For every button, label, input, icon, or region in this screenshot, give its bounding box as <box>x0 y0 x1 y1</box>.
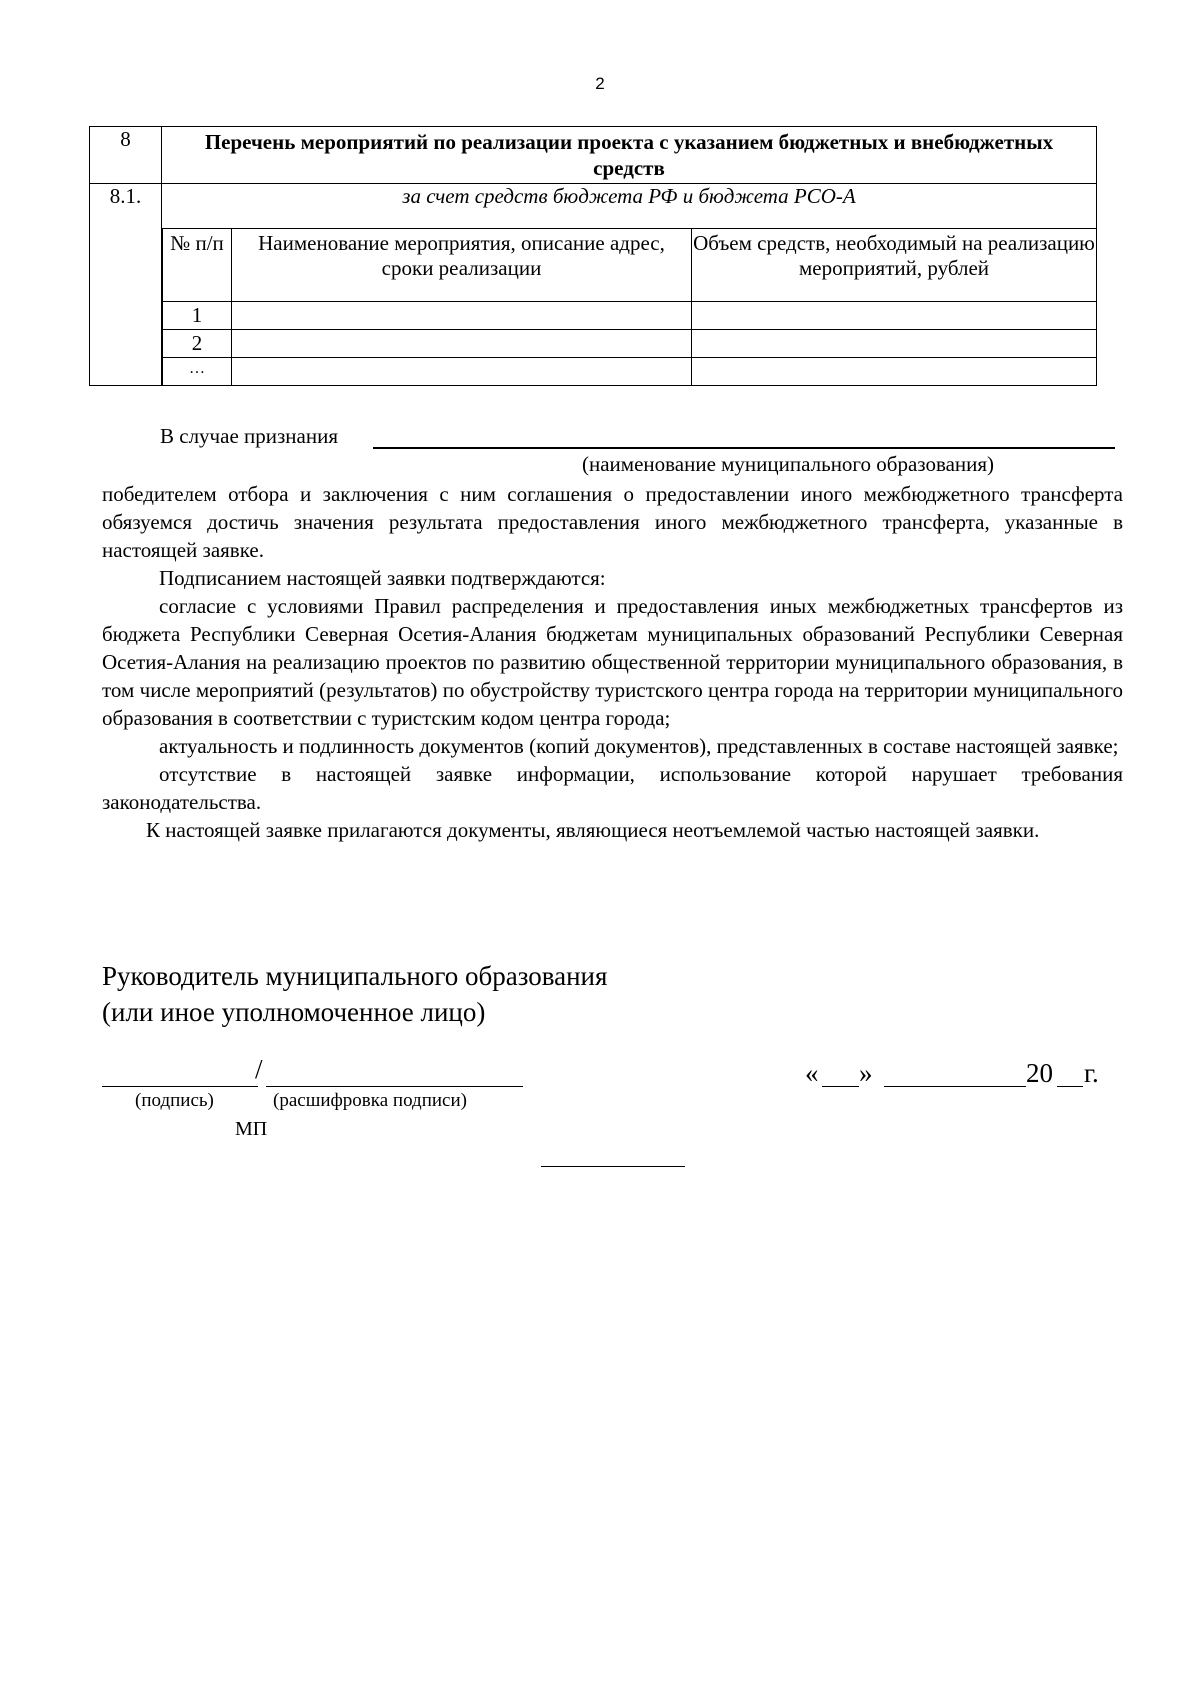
section-title: Перечень мероприятий по реализации проекта с указанием бюджетных и внебюджетных средств <box>162 127 1097 184</box>
signer-title-line: (или иное уполномоченное лицо) <box>102 997 486 1027</box>
subsection-title: за счет средств бюджета РФ и бюджета РСО-А <box>402 184 856 208</box>
row-number: 1 <box>163 302 232 330</box>
signature-slash: / <box>255 1054 263 1084</box>
table-cell[interactable] <box>692 302 1097 330</box>
paragraph: К настоящей заявке прилагаются документы, являющиеся неотъемлемой частью настоящей заявки. <box>146 818 1040 842</box>
table-row <box>163 302 1097 330</box>
table-cell[interactable] <box>232 302 692 330</box>
signature-field[interactable] <box>102 1086 258 1087</box>
municipality-field-caption: (наименование муниципального образования) <box>582 452 995 476</box>
table-row <box>163 358 1097 386</box>
table-cell[interactable] <box>692 358 1097 386</box>
column-header: Наименование мероприятия, описание адрес, сроки реализации <box>232 229 692 302</box>
body-text <box>102 480 1123 844</box>
day-field[interactable] <box>822 1086 859 1087</box>
year-prefix: 20 <box>1026 1058 1053 1088</box>
stamp-label: МП <box>235 1118 268 1140</box>
paragraph: актуальность и подлинность документов (копий документов), представленных в составе настоящей заявке; <box>159 734 1119 758</box>
row-number: … <box>163 358 232 386</box>
table-header-row <box>163 229 1097 302</box>
column-header: № п/п <box>163 229 232 302</box>
subsection-cell <box>162 184 1097 386</box>
municipality-name-field[interactable] <box>373 447 1115 449</box>
subsection-number: 8.1. <box>90 184 162 386</box>
page-number: 2 <box>595 74 605 93</box>
paragraph: согласие с условиями Правил распределения и предоставления иных межбюджетных трансфертов из бюджета Республики Северная Осетия-Алания бюджетам муниципальных образований Республики Северная Осетия-Алания на реализацию проектов по развитию общественной территории муниципального образования, в том числе мероприятий (результатов) по обустройству туристского центра города на территории муниципального образования в соответствии с туристским кодом центра города; <box>102 594 1123 730</box>
end-divider <box>541 1166 685 1167</box>
paragraph: победителем отбора и заключения с ним соглашения о предоставлении иного межбюджетного трансферта обязуемся достичь значения результата предоставления иного межбюджетного трансферта, указанные в настоящей заявке. <box>102 482 1123 562</box>
measures-inner-table <box>162 228 1096 385</box>
section-number: 8 <box>90 127 162 184</box>
month-field[interactable] <box>884 1086 1026 1087</box>
year-suffix: г. <box>1084 1058 1099 1088</box>
year-field[interactable] <box>1057 1086 1083 1087</box>
signature-caption: (подпись) <box>135 1090 214 1111</box>
column-header: Объем средств, необходимый на реализацию мероприятий, рублей <box>692 229 1097 302</box>
subsection-row <box>90 184 1097 386</box>
signer-title-line: Руководитель муниципального образования <box>102 961 608 991</box>
signer-title <box>102 958 607 1030</box>
signature-decode-caption: (расшифровка подписи) <box>273 1090 467 1111</box>
table-row <box>163 330 1097 358</box>
section-row <box>90 127 1097 184</box>
paragraph: Подписанием настоящей заявки подтверждаются: <box>159 566 606 590</box>
signature-decode-field[interactable] <box>266 1086 523 1087</box>
date-close-quote: » <box>859 1058 873 1088</box>
measures-table <box>89 126 1097 386</box>
paragraph: отсутствие в настоящей заявке информации, использование которой нарушает требования законодательства. <box>102 762 1123 814</box>
intro-text: В случае признания <box>160 424 338 448</box>
date-open-quote: « <box>805 1058 819 1088</box>
row-number: 2 <box>163 330 232 358</box>
table-cell[interactable] <box>692 330 1097 358</box>
table-cell[interactable] <box>232 358 692 386</box>
table-cell[interactable] <box>232 330 692 358</box>
